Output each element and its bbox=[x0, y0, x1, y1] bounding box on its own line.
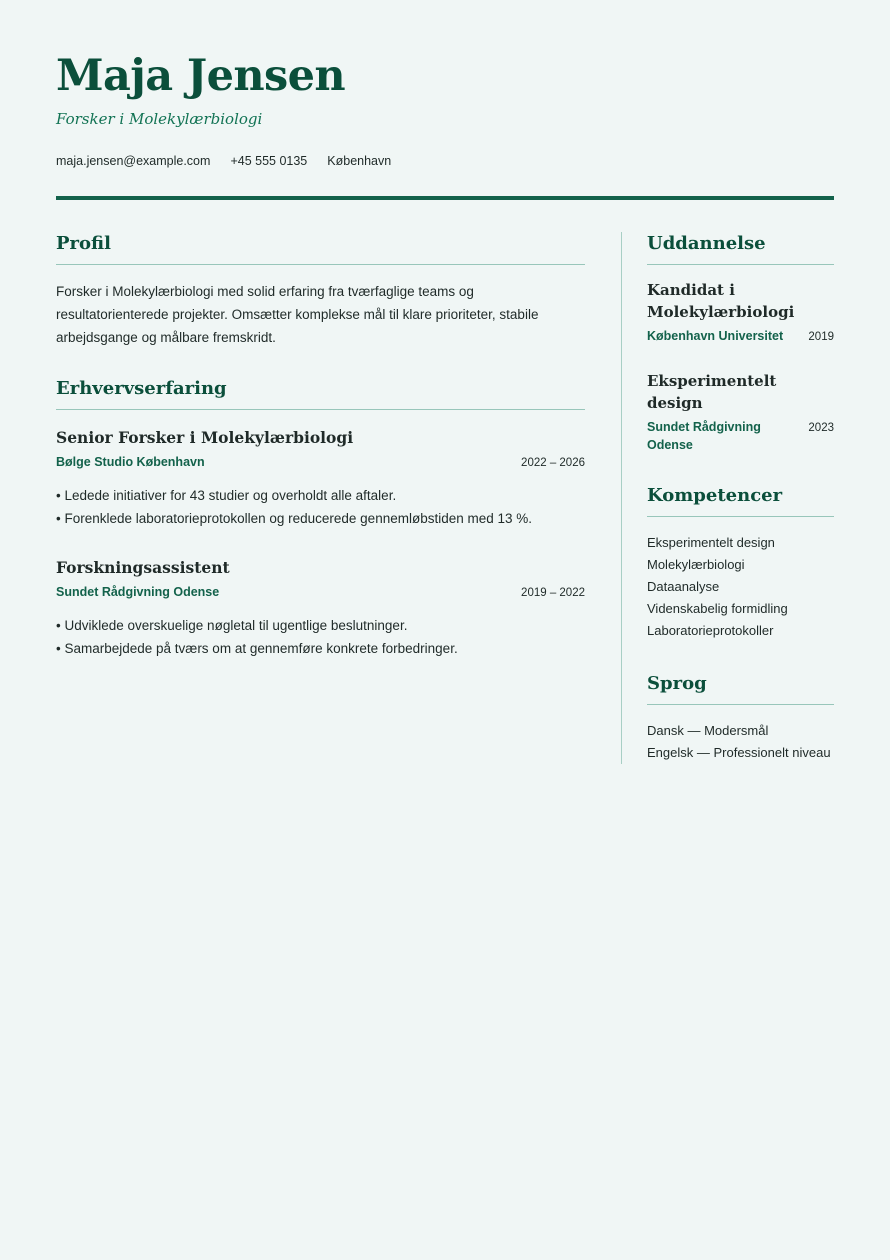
experience-meta bbox=[56, 453, 585, 472]
profile-heading: Profil bbox=[56, 232, 585, 265]
language-item: Engelsk — Professionelt niveau bbox=[647, 745, 831, 760]
languages-heading: Sprog bbox=[647, 672, 834, 705]
language-item: Dansk — Modersmål bbox=[647, 723, 769, 738]
education-heading: Uddannelse bbox=[647, 232, 834, 265]
experience-bullet: • Ledede initiativer for 43 studier og overholdt alle aftaler. bbox=[56, 484, 585, 507]
experience-bullet: • Udviklede overskuelige nøgletal til ugentlige beslutninger. bbox=[56, 614, 585, 637]
experience-organization: Sundet Rådgivning Odense bbox=[56, 585, 220, 599]
cv-columns bbox=[56, 232, 834, 764]
education-title: Kandidat i Molekylærbiologi bbox=[647, 281, 795, 321]
city: København bbox=[327, 154, 392, 168]
experience-bullets bbox=[56, 614, 585, 660]
languages-list bbox=[647, 720, 834, 764]
skills-heading: Kompetencer bbox=[647, 484, 834, 517]
skills-list bbox=[647, 532, 834, 642]
contact-info bbox=[56, 152, 834, 170]
experience-meta bbox=[56, 583, 585, 602]
experience-item bbox=[56, 427, 585, 530]
experience-organization: Bølge Studio København bbox=[56, 455, 205, 469]
experience-title: Senior Forsker i Molekylærbiologi bbox=[56, 428, 354, 447]
education-section bbox=[647, 232, 834, 454]
education-meta bbox=[647, 327, 834, 346]
profile-summary: Forsker i Molekylærbiologi med solid erfaring fra tværfaglige teams og resultatorienterede projekter. Omsætter komplekse mål til klare prioriteter, stabile arbejdsgange og målbare fremskridt. bbox=[56, 284, 539, 345]
skill-item: Eksperimentelt design bbox=[647, 535, 775, 550]
main-column bbox=[56, 232, 585, 764]
header-divider bbox=[56, 196, 834, 200]
experience-section bbox=[56, 377, 585, 660]
phone-number[interactable]: +45 555 0135 bbox=[230, 154, 308, 168]
education-item bbox=[647, 370, 834, 454]
skills-section bbox=[647, 484, 834, 642]
experience-title: Forskningsassistent bbox=[56, 558, 230, 577]
skill-item: Laboratorieprotokoller bbox=[647, 623, 774, 638]
sidebar bbox=[621, 232, 834, 764]
education-institution: København Universitet bbox=[647, 329, 784, 343]
education-meta bbox=[647, 418, 834, 454]
experience-item bbox=[56, 557, 585, 660]
education-item bbox=[647, 279, 834, 346]
experience-bullet: • Samarbejdede på tværs om at gennemføre konkrete forbedringer. bbox=[56, 637, 585, 660]
experience-bullets bbox=[56, 484, 585, 530]
experience-dates: 2022 – 2026 bbox=[521, 457, 585, 469]
cv-header bbox=[56, 0, 834, 200]
education-year: 2023 bbox=[808, 422, 834, 434]
skill-item: Molekylærbiologi bbox=[647, 557, 745, 572]
skill-item: Dataanalyse bbox=[647, 579, 720, 594]
experience-bullet: • Forenklede laboratorieprotokollen og reducerede gennemløbstiden med 13 %. bbox=[56, 507, 585, 530]
languages-section bbox=[647, 672, 834, 764]
education-institution: Sundet Rådgivning Odense bbox=[647, 420, 761, 452]
candidate-name: Maja Jensen bbox=[56, 51, 346, 101]
education-title: Eksperimentelt design bbox=[647, 372, 777, 412]
profile-section bbox=[56, 232, 585, 349]
education-year: 2019 bbox=[808, 331, 834, 343]
job-title: Forsker i Molekylærbiologi bbox=[56, 110, 263, 128]
email-address[interactable]: maja.jensen@example.com bbox=[56, 154, 211, 168]
experience-dates: 2019 – 2022 bbox=[521, 587, 585, 599]
experience-heading: Erhvervserfaring bbox=[56, 377, 585, 410]
skill-item: Videnskabelig formidling bbox=[647, 601, 788, 616]
